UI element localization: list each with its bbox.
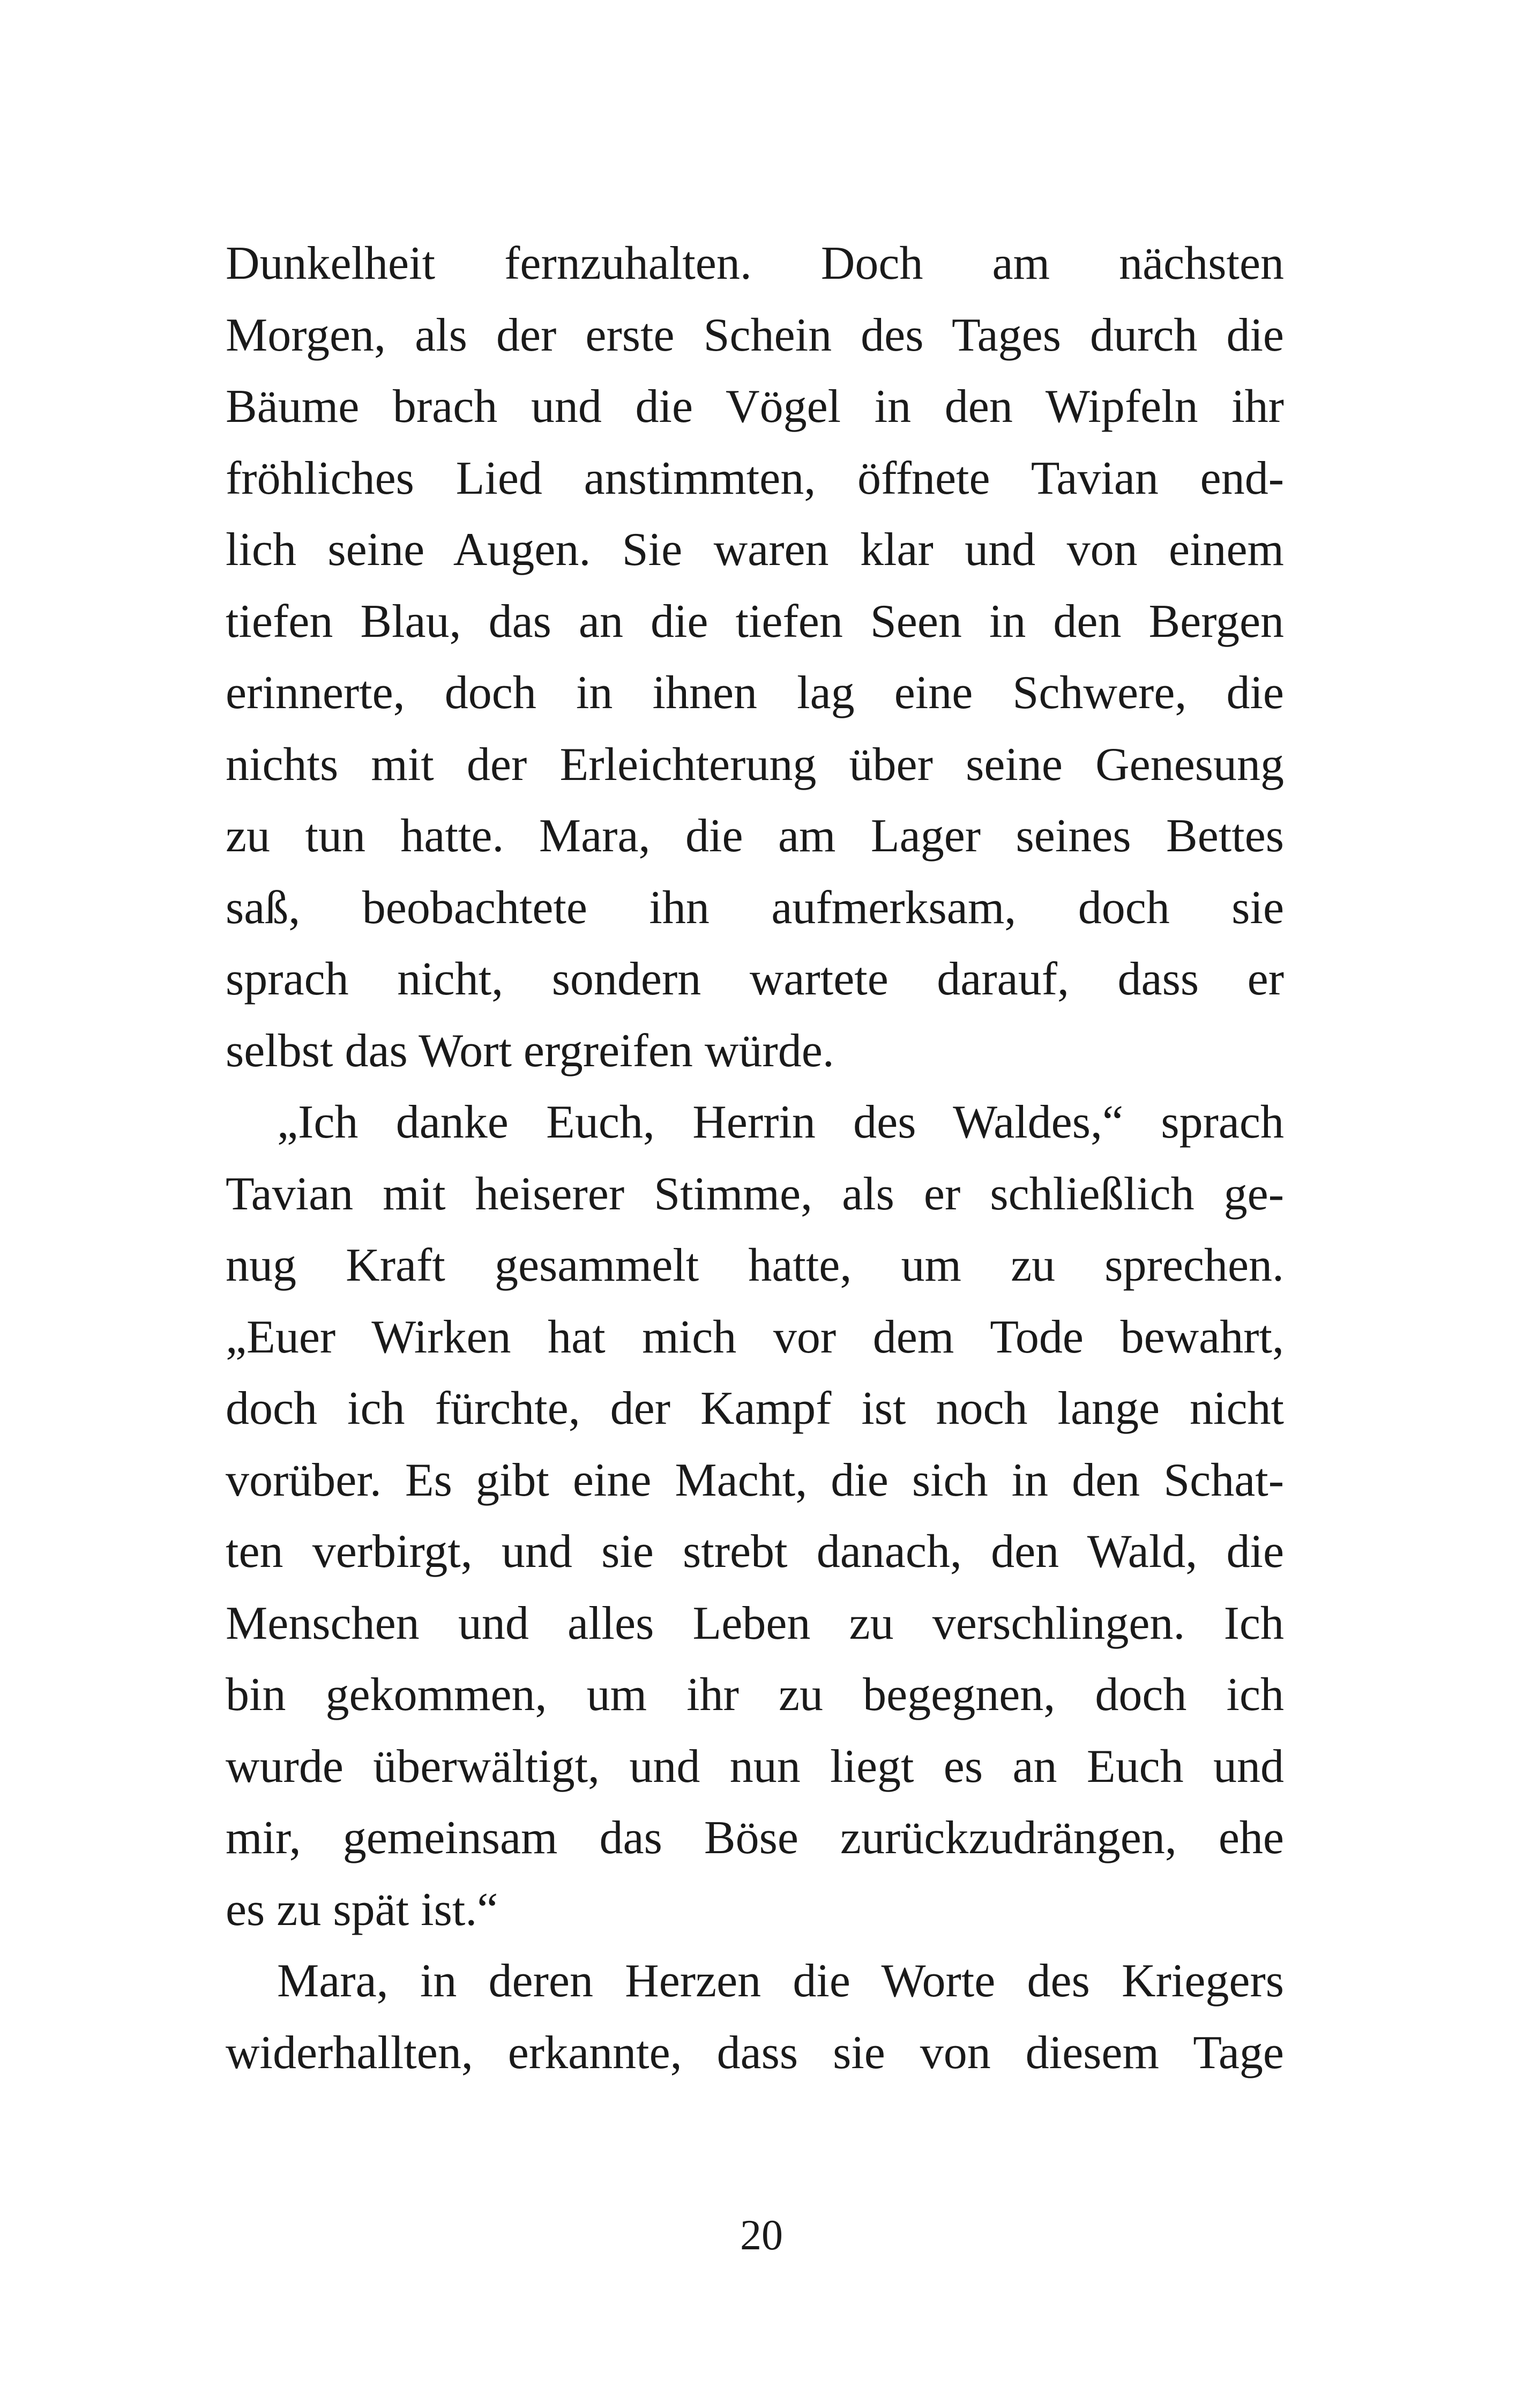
text-line: Bäume brach und die Vögel in den Wipfeln ihr bbox=[226, 381, 1284, 433]
text-line: es zu spät ist.“ bbox=[226, 1883, 498, 1936]
text-line: sprach nicht, sondern wartete darauf, dass er bbox=[226, 953, 1284, 1005]
text-line: lich seine Augen. Sie waren klar und von einem bbox=[226, 524, 1284, 576]
body-text bbox=[226, 228, 1284, 2089]
text-line: mir, gemeinsam das Böse zurückzudrängen, ehe bbox=[226, 1812, 1284, 1864]
text-line: Morgen, als der erste Schein des Tages durch die bbox=[226, 309, 1284, 361]
text-line: bin gekommen, um ihr zu begegnen, doch ich bbox=[226, 1669, 1284, 1721]
text-line: wurde überwältigt, und nun liegt es an Euch und bbox=[226, 1740, 1284, 1793]
text-line: Menschen und alles Leben zu verschlingen. Ich bbox=[226, 1597, 1284, 1649]
text-line: selbst das Wort ergreifen würde. bbox=[226, 1024, 834, 1077]
page-number: 20 bbox=[740, 2212, 783, 2259]
text-line: fröhliches Lied anstimmten, öffnete Tavian end- bbox=[226, 452, 1284, 504]
text-line: „Ich danke Euch, Herrin des Waldes,“ sprach bbox=[277, 1096, 1284, 1148]
text-line: nug Kraft gesammelt hatte, um zu sprechen. bbox=[226, 1239, 1284, 1291]
text-line: Mara, in deren Herzen die Worte des Kriegers bbox=[277, 1955, 1284, 2007]
text-line: widerhallten, erkannte, dass sie von diesem Tage bbox=[226, 2026, 1284, 2079]
text-line: ten verbirgt, und sie strebt danach, den Wald, die bbox=[226, 1526, 1284, 1578]
text-line: tiefen Blau, das an die tiefen Seen in den Bergen bbox=[226, 595, 1284, 648]
text-line: doch ich fürchte, der Kampf ist noch lange nicht bbox=[226, 1383, 1284, 1435]
text-line: Dunkelheit fernzuhalten. Doch am nächsten bbox=[226, 237, 1284, 289]
text-line: erinnerte, doch in ihnen lag eine Schwere, die bbox=[226, 667, 1284, 719]
text-line: Tavian mit heiserer Stimme, als er schließlich ge- bbox=[226, 1168, 1284, 1220]
text-line: nichts mit der Erleichterung über seine Genesung bbox=[226, 738, 1284, 791]
text-line: zu tun hatte. Mara, die am Lager seines Bettes bbox=[226, 810, 1284, 862]
text-line: „Euer Wirken hat mich vor dem Tode bewahrt, bbox=[226, 1311, 1284, 1363]
text-line: saß, beobachtete ihn aufmerksam, doch sie bbox=[226, 881, 1284, 934]
text-line: vorüber. Es gibt eine Macht, die sich in den Schat- bbox=[226, 1454, 1284, 1506]
